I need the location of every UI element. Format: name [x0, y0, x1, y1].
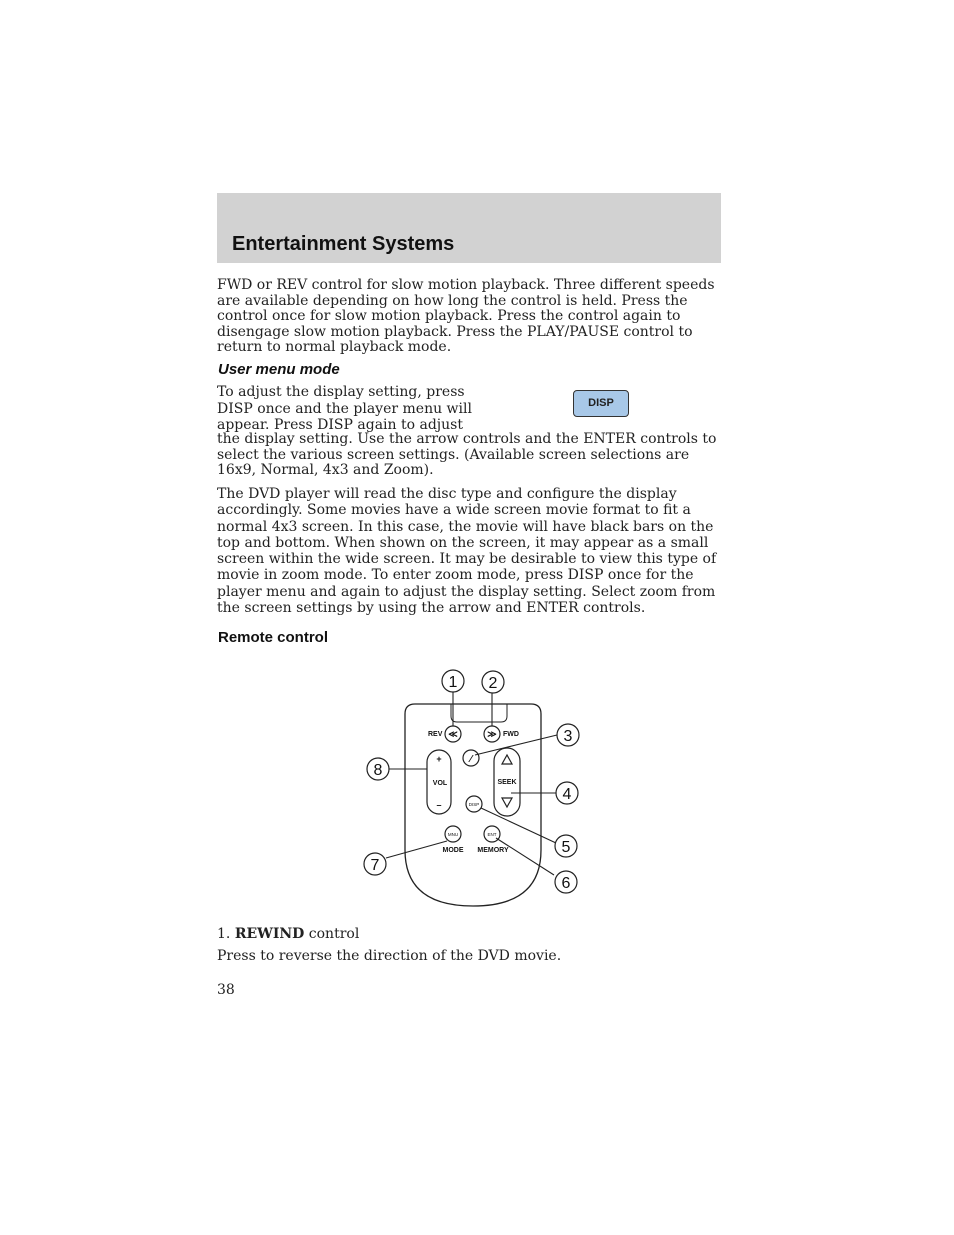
play-pause-icon: ⁄ — [470, 754, 472, 765]
ent-button-label: ENT — [487, 832, 497, 837]
user-menu-heading: User menu mode — [218, 361, 340, 378]
item-1-title — [217, 927, 717, 943]
mode-label: MODE — [442, 847, 464, 854]
callout-2: 2 — [488, 675, 498, 692]
item-1-description: Press to reverse the direction of the DVD movie. — [217, 948, 562, 964]
fwd-label: FWD — [503, 731, 519, 738]
page-title: Entertainment Systems — [232, 233, 455, 255]
item-1-bold-label: REWIND — [234, 926, 305, 942]
item-1-label-rest: control — [308, 926, 360, 942]
callout-3: 3 — [563, 728, 573, 745]
disp-key-illustration: DISP — [573, 390, 629, 417]
vol-plus: + — [436, 754, 442, 764]
callout-6: 6 — [561, 875, 571, 892]
page-number: 38 — [217, 982, 235, 998]
remote-control-heading: Remote control — [218, 629, 329, 646]
vol-label: VOL — [432, 780, 448, 787]
user-menu-line-3: appear. Press DISP again to adjust — [217, 417, 463, 433]
user-menu-continuation: the display setting. Use the arrow controls and the ENTER controls to select the various screen settings. (Available screen selections are 16x9, Normal, 4x3 and Zoom). — [217, 431, 717, 478]
rev-label: REV — [428, 731, 443, 738]
callout-1: 1 — [448, 674, 458, 691]
callout-7: 7 — [370, 857, 380, 874]
fwd-arrows-icon: ≫ — [487, 729, 497, 739]
rev-arrows-icon: ≪ — [448, 729, 458, 739]
user-menu-line-2: DISP once and the player menu will — [217, 400, 472, 417]
dvd-paragraph: The DVD player will read the disc type and configure the display accordingly. Some movies have a wide screen movie format to fit a normal 4x3 screen. In this case, the movie will have black bars on the top and bottom. When shown on the screen, it may appear as a small screen within the wide screen. It may be desirable to view this type of movie in zoom mode. To enter zoom mode, press DISP once for the player menu and again to adjust the display setting. Select zoom from the screen settings by using the arrow and ENTER controls. — [217, 486, 717, 617]
user-menu-intro — [217, 385, 477, 434]
callout-5: 5 — [561, 839, 571, 856]
callout-8: 8 — [373, 762, 383, 779]
disp-button-label: DISP — [468, 802, 480, 807]
vol-minus: – — [436, 800, 442, 810]
mnu-button-label: MNU — [447, 832, 459, 837]
item-1-number: 1. — [217, 926, 231, 942]
intro-paragraph: FWD or REV control for slow motion playback. Three different speeds are available depending on how long the control is held. Press the control once for slow motion playback. Press the control again to disengage slow motion playback. Press the PLAY/PAUSE control to return to normal playback mode. — [217, 277, 715, 355]
remote-control-figure — [355, 660, 595, 915]
user-menu-line-1: To adjust the display setting, press — [217, 384, 465, 400]
callout-4: 4 — [562, 786, 572, 803]
header-band — [217, 193, 721, 263]
memory-label: MEMORY — [477, 847, 509, 854]
seek-label: SEEK — [497, 779, 517, 786]
